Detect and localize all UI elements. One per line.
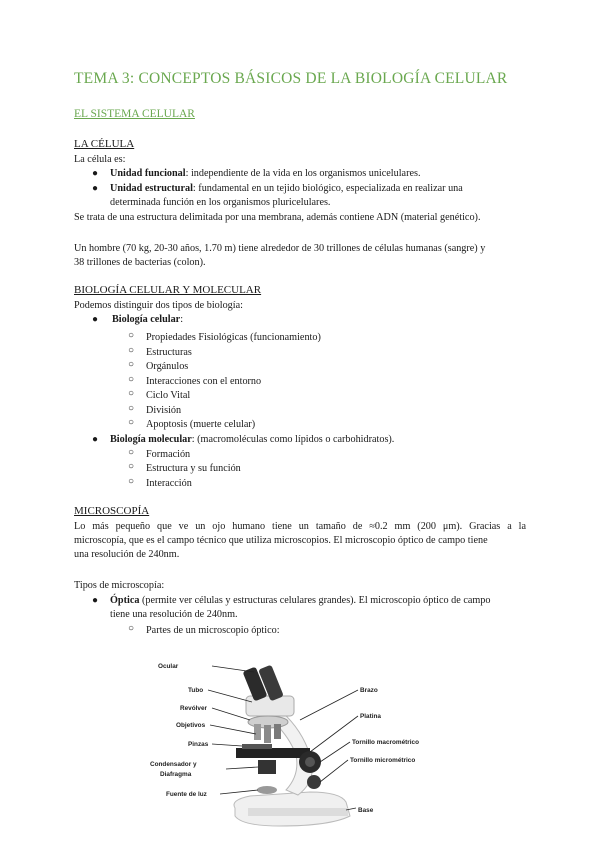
label-condensador: Condensador y [150, 761, 197, 768]
bullet-icon: ● [92, 168, 99, 179]
page-title: TEMA 3: CONCEPTOS BÁSICOS DE LA BIOLOGÍA CELULAR [74, 70, 508, 87]
circle-bullet-icon: ○ [128, 476, 135, 487]
label-ocular: Ocular [158, 663, 179, 670]
label-objetivos: Objetivos [176, 722, 206, 729]
bullet-icon: ● [92, 595, 99, 606]
label-base: Base [358, 807, 374, 814]
label-platina: Platina [360, 713, 381, 720]
microscopia-paragraph: Lo más pequeño que ve un ojo humano tiene un tamaño de ≈0.2 mm (200 μm). Gracias a la [74, 521, 526, 532]
cel-subitem: Ciclo Vital [146, 390, 191, 401]
light-source [257, 786, 277, 794]
objective [274, 724, 281, 739]
label-revolver: Revólver [180, 705, 207, 712]
biologia-heading: BIOLOGÍA CELULAR Y MOLECULAR [74, 284, 262, 296]
objective [254, 724, 261, 740]
label-tornillo-macro: Tornillo macrométrico [352, 739, 419, 746]
bullet-icon: ● [92, 314, 99, 325]
knob-center [305, 757, 315, 767]
base-band [248, 808, 348, 816]
circle-bullet-icon: ○ [128, 388, 135, 399]
cel-subitem: Estructuras [146, 347, 192, 358]
label-fuente-luz: Fuente de luz [166, 791, 207, 798]
circle-bullet-icon: ○ [128, 461, 135, 472]
biologia-celular-item: Biología celular: [112, 314, 184, 325]
celula-paragraph-2: Un hombre (70 kg, 20-30 años, 1.70 m) tiene alrededor de 30 trillones de células humanas (sangre) y [74, 243, 486, 254]
circle-bullet-icon: ○ [128, 330, 135, 341]
circle-bullet-icon: ○ [128, 417, 135, 428]
celula-paragraph-1: Se trata de una estructura delimitada por una membrana, además contiene ADN (material genético). [74, 212, 481, 223]
circle-bullet-icon: ○ [128, 623, 135, 634]
circle-bullet-icon: ○ [128, 447, 135, 458]
label-diafragma: Diafragma [160, 771, 192, 778]
celula-bullet-2-cont: determinada función en los organismos pluricelulares. [110, 197, 331, 208]
fine-knob [307, 775, 321, 789]
tipos-intro: Tipos de microscopía: [74, 580, 165, 591]
optica-item: Óptica (permite ver células y estructuras celulares grandes). El microscopio óptico de campo [110, 595, 491, 606]
circle-bullet-icon: ○ [128, 374, 135, 385]
circle-bullet-icon: ○ [128, 345, 135, 356]
biologia-molecular-item: Biología molecular: (macromoléculas como lípidos o carbohidratos). [110, 434, 395, 445]
cel-subitem: División [146, 405, 182, 416]
celula-intro: La célula es: [74, 154, 126, 165]
mol-subitem: Interacción [146, 478, 192, 489]
label-brazo: Brazo [360, 687, 378, 694]
condenser [258, 760, 276, 774]
cel-subitem: Apoptosis (muerte celular) [146, 419, 256, 430]
bullet-icon: ● [92, 434, 99, 445]
cel-subitem: Orgánulos [146, 361, 189, 372]
label-pinzas: Pinzas [188, 741, 209, 748]
celula-bullet-1: Unidad funcional: independiente de la vida en los organismos unicelulares. [110, 168, 421, 179]
stage-clip [242, 744, 272, 749]
label-tubo: Tubo [188, 687, 204, 694]
section-heading: EL SISTEMA CELULAR [74, 108, 195, 120]
biologia-intro: Podemos distinguir dos tipos de biología: [74, 300, 243, 311]
microscopia-paragraph-cont: microscopía, que es el campo técnico que utiliza microscopios. El microscopio óptico de campo tiene [74, 535, 488, 546]
mol-subitem: Estructura y su función [146, 463, 241, 474]
celula-paragraph-2-cont: 38 trillones de bacterias (colon). [74, 257, 206, 268]
circle-bullet-icon: ○ [128, 359, 135, 370]
stage [236, 748, 310, 758]
celula-heading: LA CÉLULA [74, 138, 135, 150]
cel-subitem: Interacciones con el entorno [146, 376, 262, 387]
circle-bullet-icon: ○ [128, 403, 135, 414]
optica-item-cont: tiene una resolución de 240nm. [110, 609, 238, 620]
cel-subitem: Propiedades Fisiológicas (funcionamiento) [146, 332, 321, 343]
celula-bullet-2: Unidad estructural: fundamental en un tejido biológico, especializada en realizar una [110, 183, 463, 194]
microscope-diagram [150, 650, 450, 840]
objective [264, 725, 271, 743]
partes-item: Partes de un microscopio óptico: [146, 625, 280, 636]
microscopia-paragraph-cont: una resolución de 240nm. [74, 549, 180, 560]
mol-subitem: Formación [146, 449, 191, 460]
label-tornillo-micro: Tornillo micrométrico [350, 757, 416, 764]
microscopia-heading: MICROSCOPÍA [74, 505, 150, 517]
bullet-icon: ● [92, 183, 99, 194]
